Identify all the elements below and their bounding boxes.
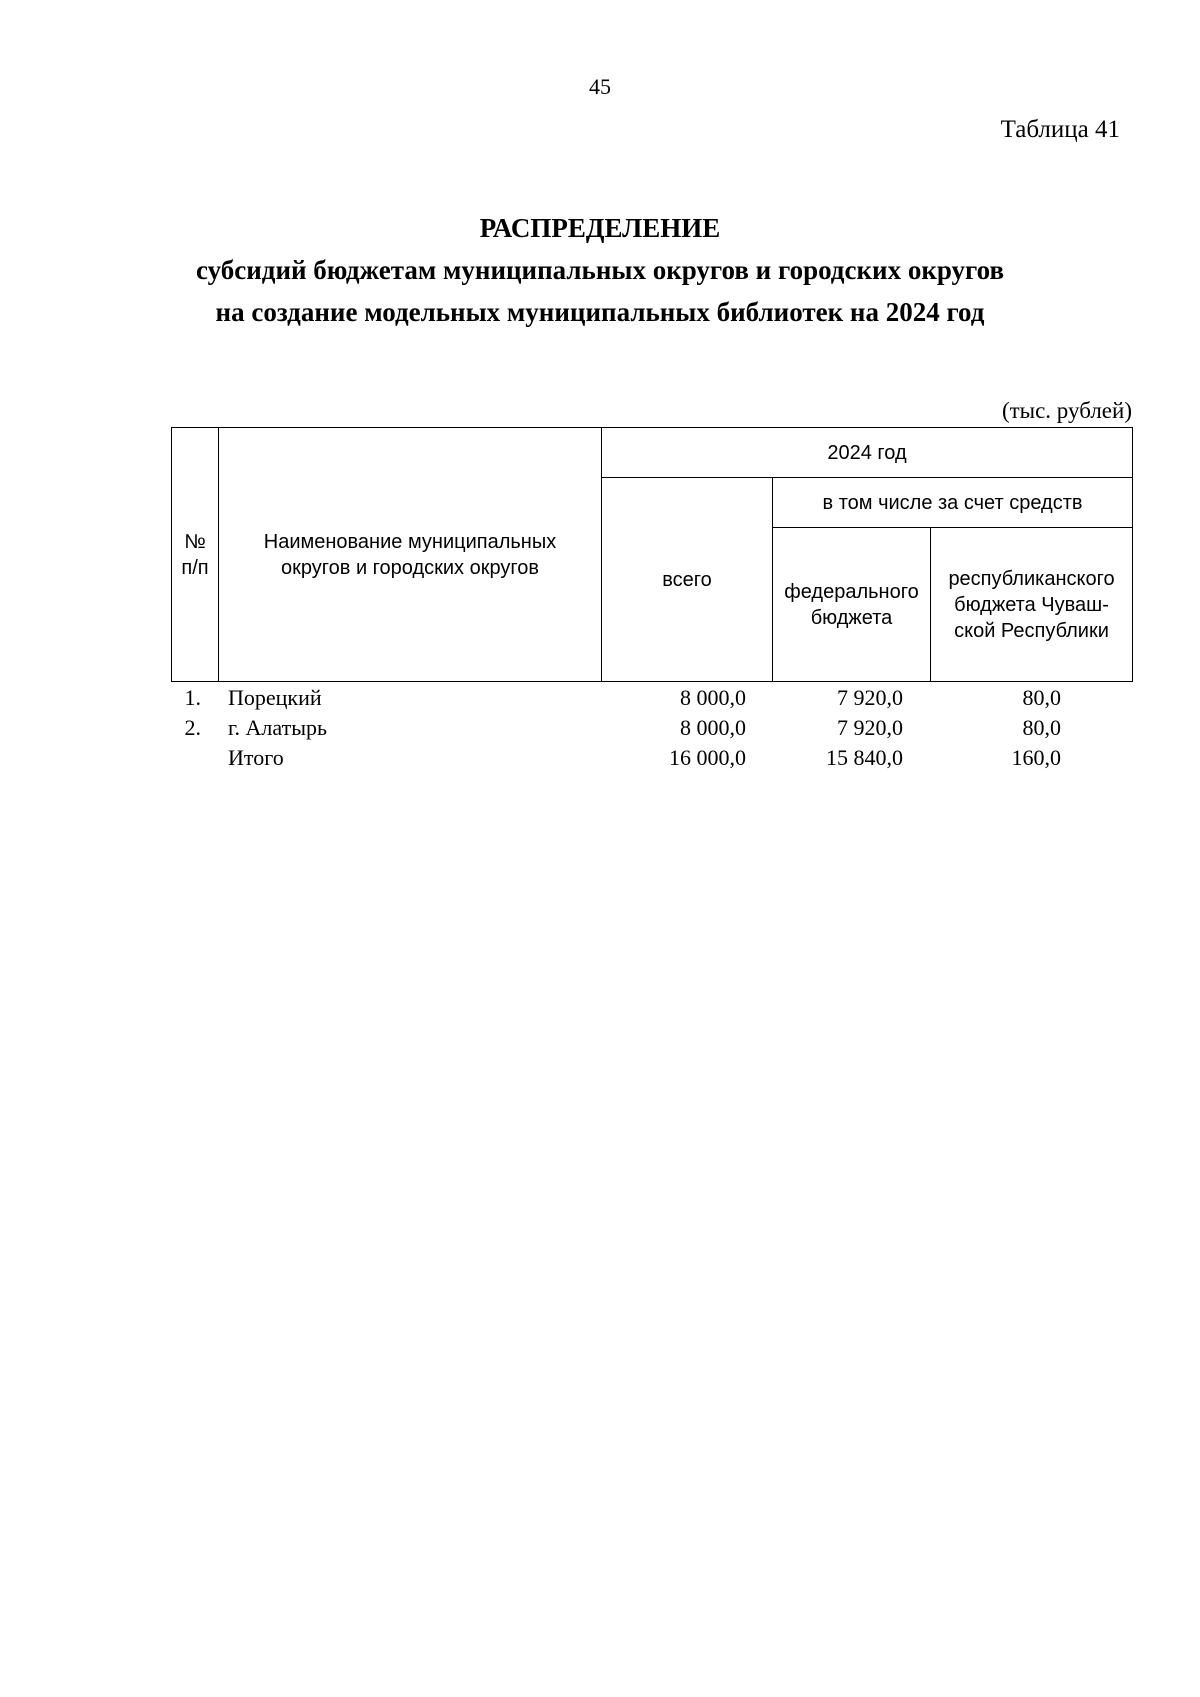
table-label: Таблица 41 — [1000, 116, 1120, 143]
title-line-3: на создание модельных муниципальных библиотек на 2024 год — [215, 297, 985, 327]
header-republic — [931, 528, 1133, 682]
summary-total: 16 000,0 — [669, 745, 746, 770]
header-number-line-2: п/п — [181, 556, 209, 579]
header-year: 2024 год — [602, 428, 1133, 478]
header-federal-line-2: бюджета — [810, 606, 893, 629]
summary-row — [171, 743, 1132, 773]
table-header — [171, 427, 1133, 682]
title-line-1: РАСПРЕДЕЛЕНИЕ — [479, 213, 721, 243]
row-name: г. Алатырь — [228, 715, 328, 740]
header-name-line-2: округов и городских округов — [281, 556, 539, 579]
header-republic-line-3: ской Республики — [954, 619, 1109, 642]
row-name: Порецкий — [228, 685, 322, 710]
page-number: 45 — [589, 74, 611, 99]
row-federal: 7 920,0 — [837, 715, 903, 740]
header-number — [172, 428, 219, 682]
table-body — [171, 683, 1132, 773]
row-federal: 7 920,0 — [837, 685, 903, 710]
header-name-line-1: Наименование муниципальных — [263, 530, 557, 553]
row-total: 8 000,0 — [680, 685, 746, 710]
table-row — [171, 683, 1132, 713]
header-name — [219, 428, 602, 682]
document-title — [0, 207, 1200, 333]
row-number: 2. — [184, 715, 201, 740]
title-line-2: субсидий бюджетам муниципальных округов и городских округов — [195, 255, 1005, 285]
header-republic-line-2: бюджета Чуваш- — [954, 593, 1109, 616]
header-federal — [773, 528, 931, 682]
summary-federal: 15 840,0 — [826, 745, 903, 770]
summary-name: Итого — [228, 745, 284, 770]
table-row — [171, 713, 1132, 743]
header-number-line-1: № — [184, 530, 206, 553]
row-number: 1. — [184, 685, 201, 710]
header-federal-line-1: федерального — [784, 580, 919, 603]
row-republic: 80,0 — [1022, 685, 1061, 710]
row-total: 8 000,0 — [680, 715, 746, 740]
header-total: всего — [602, 478, 773, 682]
header-republic-line-1: республиканского — [948, 567, 1115, 590]
units-note: (тыс. рублей) — [1001, 398, 1132, 423]
header-including: в том числе за счет средств — [773, 478, 1133, 528]
summary-republic: 160,0 — [1011, 745, 1061, 770]
row-republic: 80,0 — [1022, 715, 1061, 740]
